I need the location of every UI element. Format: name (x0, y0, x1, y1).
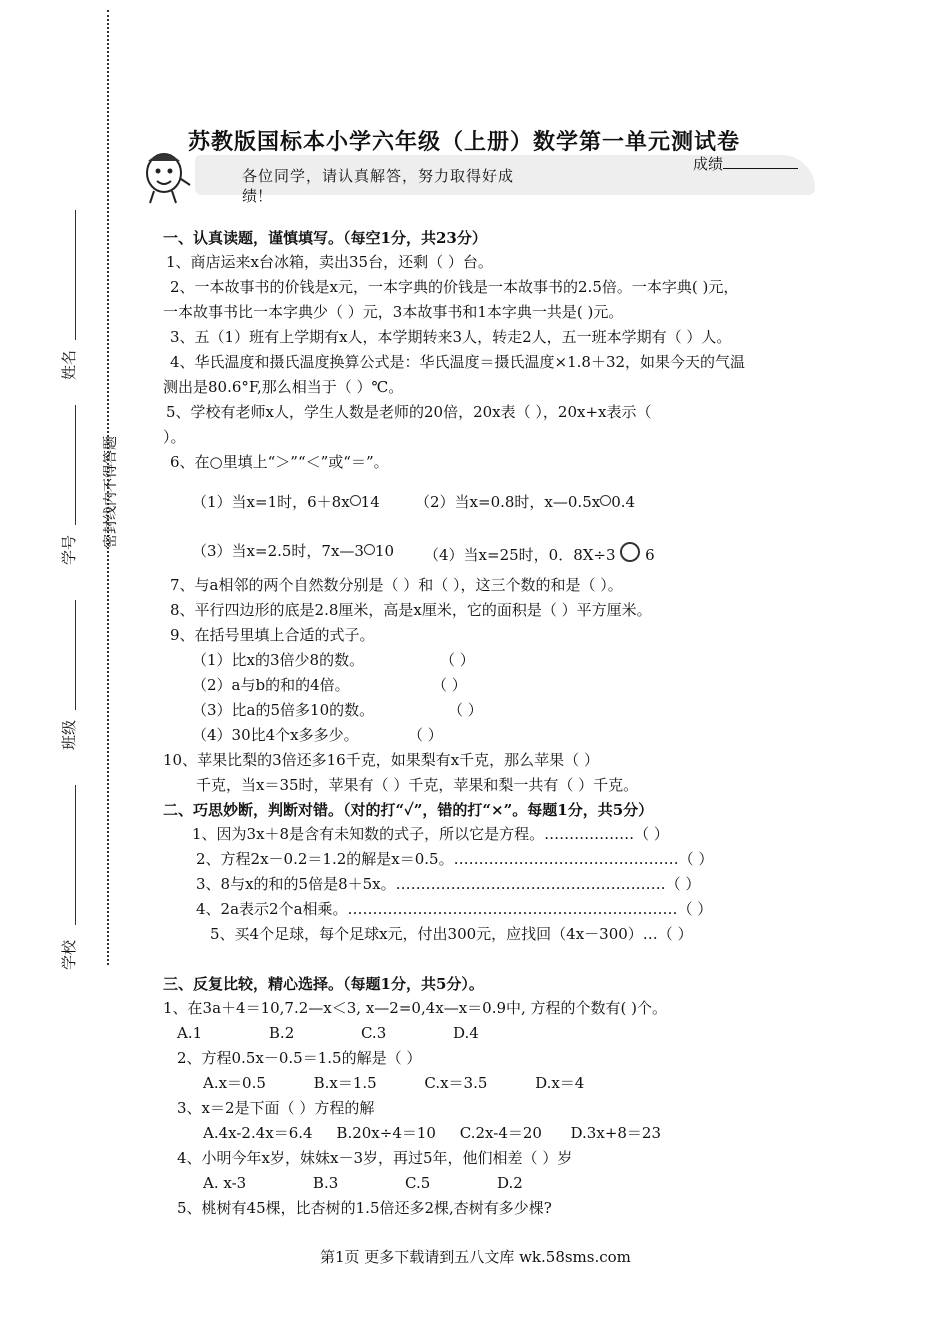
q9-answer-1[interactable]: （ ） (440, 651, 475, 669)
q9-item-2: （2）a与b的和的4倍。 (192, 676, 350, 694)
page-footer: 第1页 更多下载请到五八文库 wk.58sms.com (320, 1248, 631, 1266)
judge-5: 5、买4个足球，每个足球x元，付出300元，应找回（4x－300）…（ ） (210, 925, 693, 943)
q6-1-expr: （1）当x=1时，6＋8x (192, 493, 350, 511)
q6-item-3 (192, 542, 394, 560)
q6-3-rhs: 10 (374, 542, 395, 560)
q10-line-1: 10、苹果比梨的3倍还多16千克，如果梨有x千克，那么苹果（ ） (163, 751, 599, 769)
q6-4-rhs: 6 (645, 546, 655, 564)
school-blank (75, 785, 76, 925)
q5-line-1: 5、学校有老师x人，学生人数是老师的20倍，20x表（ ），20x+x表示（ (166, 403, 652, 421)
school-label: 学校 (60, 939, 78, 970)
q4-line-2: 测出是80.6°F,那么相当于（ ）℃。 (163, 378, 404, 396)
q4-line-1: 4、华氏温度和摄氏温度换算公式是：华氏温度＝摄氏温度×1.8＋32，如果今天的气温 (170, 353, 746, 371)
q9-item-3: （3）比a的5倍多10的数。 (192, 701, 375, 719)
choice-1-options: A.1 B.2 C.3 D.4 (177, 1024, 479, 1042)
q6-item-1 (192, 493, 380, 511)
q10-line-2: 千克，当x＝35时，苹果有（ ）千克，苹果和梨一共有（ ）千克。 (196, 776, 639, 794)
judge-3: 3、8与x的和的5倍是8＋5x。………………………………………………（ ） (196, 875, 701, 893)
section-3-heading: 三、反复比较，精心选择。（每题1分，共5分）。 (163, 975, 484, 993)
q6-3-expr: （3）当x=2.5时，7x—3 (192, 542, 364, 560)
q9-answer-3[interactable]: （ ） (448, 701, 483, 719)
q2-line-1: 2、一本故事书的价钱是x元，一本字典的价钱是一本故事书的2.5倍。一本字典( )元， (170, 278, 739, 296)
choice-3: 3、x＝2是下面（ ）方程的解 (177, 1099, 375, 1117)
student-id-blank (75, 405, 76, 525)
q6-2-rhs: 0.4 (611, 493, 636, 511)
section-1-heading: 一、认真读题，谨慎填写。（每空1分，共23分） (163, 229, 487, 247)
q6-item-4 (424, 542, 655, 564)
q1: 1、商店运来x台冰箱，卖出35台，还剩（ ）台。 (166, 253, 493, 271)
choice-4-options: A. x-3 B.3 C.5 D.2 (203, 1174, 523, 1192)
q7: 7、与a相邻的两个自然数分别是（ ）和（ ），这三个数的和是（ ）。 (170, 576, 623, 594)
q6-item-2 (415, 493, 635, 511)
q6-4-expr: （4）当x=25时，0．8X÷3 (424, 546, 616, 564)
score-label: 成绩 (693, 155, 724, 173)
choice-2-options: A.x＝0.5 B.x＝1.5 C.x＝3.5 D.x＝4 (203, 1074, 585, 1092)
compare-circle[interactable] (620, 542, 640, 562)
judge-1: 1、因为3x＋8是含有未知数的式子，所以它是方程。………………（ ） (192, 825, 669, 843)
q9-answer-2[interactable]: （ ） (432, 676, 467, 694)
choice-2: 2、方程0.5x－0.5＝1.5的解是（ ） (177, 1049, 422, 1067)
student-id-label: 学号 (60, 534, 78, 565)
score-field (693, 153, 798, 174)
name-label: 姓名 (60, 349, 78, 380)
judge-2: 2、方程2x－0.2＝1.2的解是x＝0.5。………………………………………（ ） (196, 850, 714, 868)
judge-4: 4、2a表示2个a相乘。…………………………………………………………（ ） (196, 900, 713, 918)
compare-circle[interactable] (364, 544, 375, 555)
name-blank (75, 210, 76, 340)
seal-note: 密封线内不得答题 (103, 436, 119, 548)
choice-3-options: A.4x-2.4x＝6.4 B.20x÷4＝10 C.2x-4＝20 D.3x+8＝23 (203, 1124, 662, 1142)
section-2-heading: 二、巧思妙断，判断对错。（对的打“✓”，错的打“×”。每题1分，共5分） (163, 801, 654, 819)
compare-circle[interactable] (600, 495, 611, 506)
score-blank (723, 154, 798, 169)
q6-1-rhs: 14 (360, 493, 380, 511)
choice-4: 4、小明今年x岁，妹妹x－3岁，再过5年，他们相差（ ）岁 (177, 1149, 573, 1167)
greeting-line-1: 各位同学，请认真解答，努力取得好成 (242, 167, 515, 185)
q9-item-1: （1）比x的3倍少8的数。 (192, 651, 365, 669)
class-label: 班级 (60, 719, 78, 750)
q9-answer-4[interactable]: （ ） (408, 726, 443, 744)
choice-1: 1、在3a＋4＝10,7.2—x＜3, x—2=0,4x—x＝0.9中, 方程的个数有( )个。 (163, 999, 668, 1017)
q2-line-2: 一本故事书比一本字典少（ ）元，3本故事书和1本字典一共是( )元。 (163, 303, 624, 321)
q6-2-expr: （2）当x=0.8时，x—0.5x (415, 493, 601, 511)
greeting-line-2: 绩！ (242, 187, 273, 205)
q8: 8、平行四边形的底是2.8厘米，高是x厘米，它的面积是（ ）平方厘米。 (170, 601, 652, 619)
q9-item-4: （4）30比4个x多多少。 (192, 726, 359, 744)
class-blank (75, 600, 76, 710)
compare-circle[interactable] (350, 495, 361, 506)
choice-5: 5、桃树有45棵，比杏树的1.5倍还多2棵,杏树有多少棵? (177, 1199, 552, 1217)
q5-line-2: ）。 (163, 428, 186, 446)
cartoon-mascot-icon (140, 145, 192, 207)
page-title: 苏教版国标本小学六年级（上册）数学第一单元测试卷 (188, 129, 741, 155)
q6: 6、在○里填上“＞”“＜”或“＝”。 (170, 453, 389, 471)
q9: 9、在括号里填上合适的式子。 (170, 626, 375, 644)
q3: 3、五（1）班有上学期有x人，本学期转来3人，转走2人，五一班本学期有（ ）人。 (170, 328, 732, 346)
